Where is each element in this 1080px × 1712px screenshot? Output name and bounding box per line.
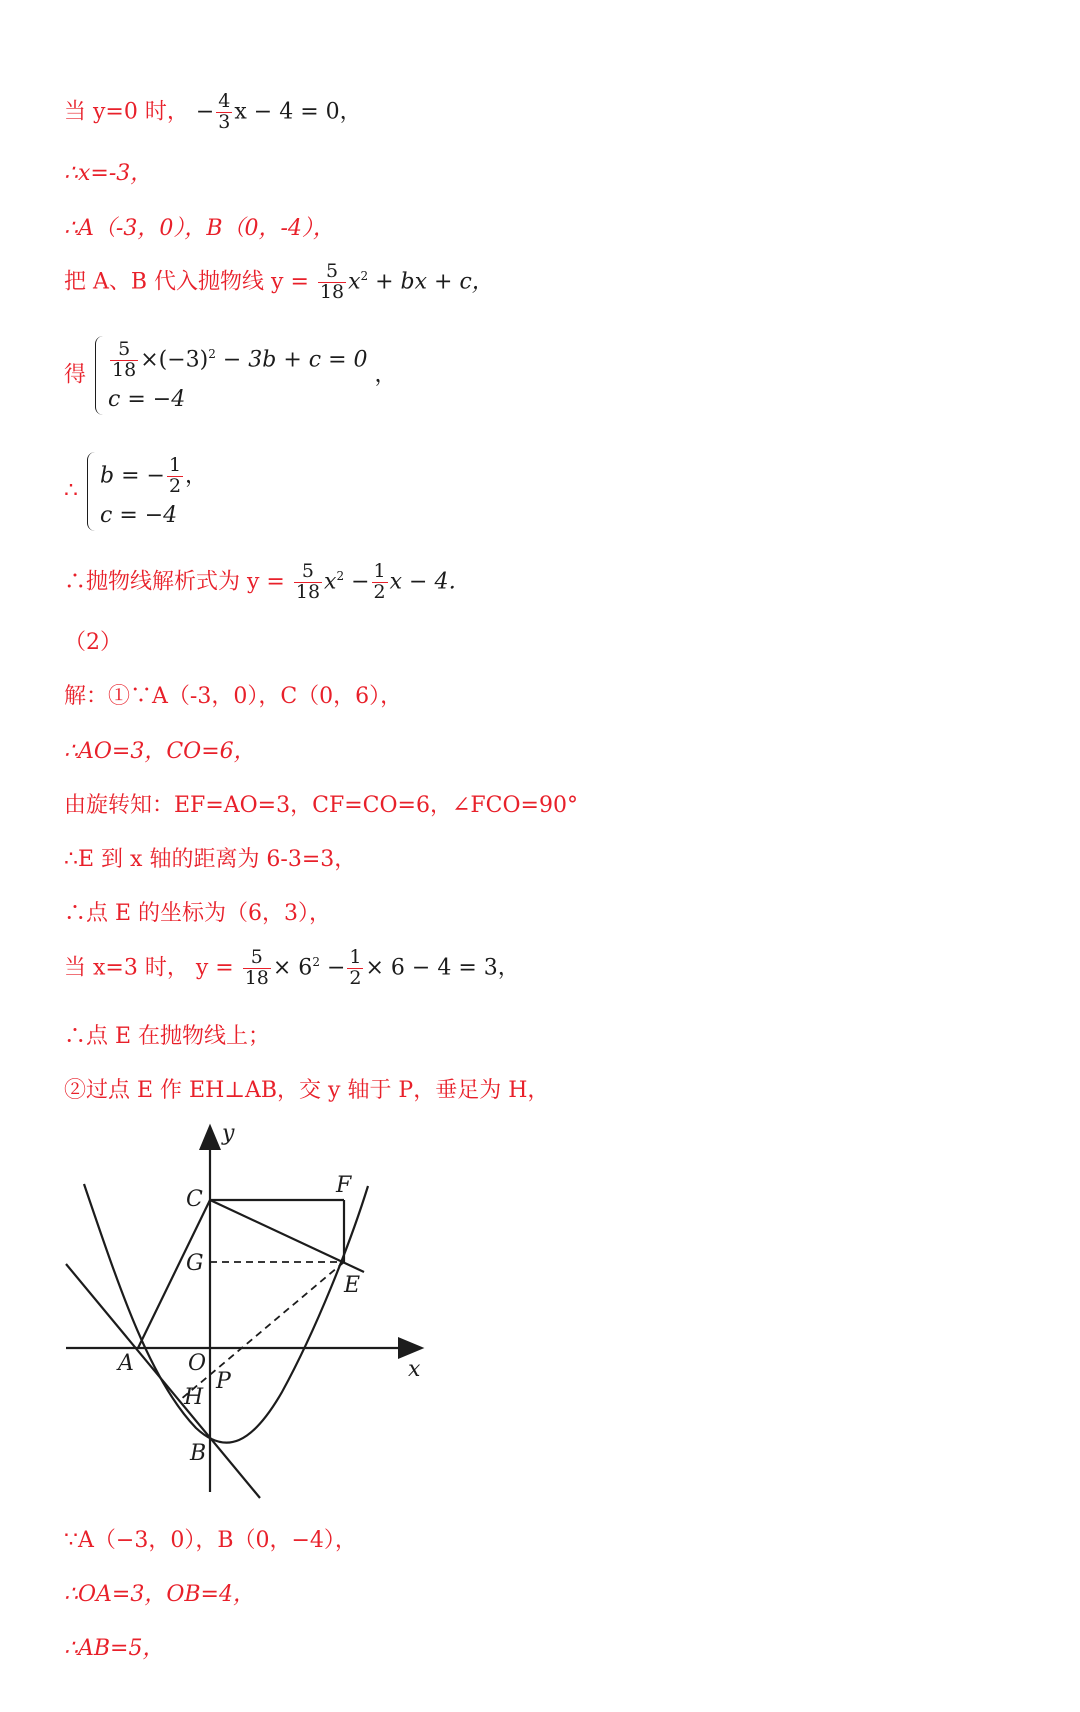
superscript: 2 [208, 347, 216, 362]
numerator: 5 [243, 948, 271, 969]
line-4 [64, 262, 494, 303]
numerator: 5 [318, 262, 346, 283]
line-15: ∴点 E 在抛物线上； [64, 1024, 271, 1049]
label-F: F [336, 1173, 352, 1198]
line-6 [64, 452, 207, 531]
label-P: P [216, 1369, 231, 1394]
denominator: 2 [168, 474, 182, 497]
line-16: ②过点 E 作 EH⊥AB，交 y 轴于 P，垂足为 H， [64, 1078, 550, 1103]
segment-EH [180, 1262, 344, 1400]
parabola [84, 1184, 368, 1443]
text: 把 A、B 代入抛物线 y = [64, 269, 309, 295]
label-H: H [184, 1385, 204, 1410]
line-19: ∴AB=5， [64, 1636, 165, 1661]
label-x: x [408, 1357, 421, 1382]
system-row: c = −4 [108, 386, 186, 412]
denominator: 2 [373, 580, 386, 603]
text: × 6 − 4 = 3， [365, 955, 520, 981]
denominator: 3 [218, 110, 231, 133]
denominator: 18 [244, 966, 269, 989]
line-18: ∴OA=3，OB=4， [64, 1582, 255, 1607]
fraction [318, 262, 346, 303]
line-11: 由旋转知：EF=AO=3，CF=CO=6，∠FCO=90° [64, 793, 578, 818]
line-2: ∴x=-3， [64, 161, 153, 186]
numerator: 5 [294, 562, 322, 583]
fraction [110, 340, 138, 381]
fraction [294, 562, 322, 603]
line-1 [64, 92, 362, 133]
label-C: C [186, 1187, 203, 1212]
line-9: 解：①∵A（-3，0），C（0，6）， [64, 684, 403, 709]
label-O: O [188, 1351, 207, 1376]
text: − [195, 99, 215, 125]
numerator: 1 [168, 454, 182, 476]
text: 当 x=3 时， y = [64, 955, 234, 981]
text: x − 4． [389, 569, 471, 595]
text: ∴ [64, 478, 78, 504]
text: × 6 [272, 955, 313, 981]
equation-system [95, 336, 368, 415]
equation-system [87, 452, 207, 531]
text: x − 4 = 0， [234, 99, 362, 125]
line-12: ∴E 到 x 轴的距离为 6-3=3， [64, 847, 357, 872]
superscript: 2 [360, 269, 369, 284]
text: 当 y=0 时， [64, 99, 189, 125]
text: b = − [100, 463, 165, 489]
numerator: 1 [349, 946, 362, 968]
text: ×(−3) [140, 347, 209, 373]
text: ， [185, 463, 208, 489]
line-CE [210, 1200, 364, 1272]
denominator: 18 [295, 580, 321, 603]
text: − [344, 569, 370, 595]
label-y: y [222, 1121, 235, 1146]
superscript: 2 [336, 569, 345, 584]
superscript: 2 [312, 955, 320, 970]
text: + bx + c， [368, 269, 494, 295]
line-13: ∴点 E 的坐标为（6，3）， [64, 901, 332, 926]
text: 得 [64, 362, 87, 388]
text: − [319, 955, 346, 981]
text: x [324, 569, 337, 595]
text: − 3b + c = 0 [215, 347, 368, 373]
segment-AC [138, 1200, 210, 1348]
system-row [100, 452, 207, 501]
line-7 [64, 562, 470, 603]
denominator: 18 [319, 280, 345, 303]
fraction [347, 948, 363, 989]
fraction [216, 92, 232, 133]
system-row: c = −4 [100, 502, 178, 528]
denominator: 18 [112, 358, 137, 381]
line-5 [64, 336, 397, 415]
line-10: ∴AO=3，CO=6， [64, 739, 256, 764]
text: x [348, 269, 361, 295]
label-G: G [186, 1251, 204, 1276]
denominator: 2 [349, 966, 362, 989]
system-row [108, 336, 368, 385]
numerator: 4 [218, 90, 231, 112]
text: ∴抛物线解析式为 y = [64, 569, 285, 595]
fraction [243, 948, 271, 989]
line-3: ∴A（-3，0），B（0，-4）， [64, 216, 335, 241]
label-A: A [118, 1351, 134, 1376]
line-AB [66, 1264, 260, 1498]
fraction [372, 562, 388, 603]
fraction [167, 456, 183, 497]
line-8: （2） [64, 630, 122, 655]
label-E: E [344, 1273, 361, 1298]
text: ， [374, 362, 397, 388]
numerator: 1 [373, 560, 386, 582]
line-14 [64, 948, 520, 989]
numerator: 5 [110, 340, 138, 361]
line-17: ∵A（−3，0），B（0，−4）， [64, 1528, 357, 1553]
label-B: B [190, 1441, 207, 1466]
